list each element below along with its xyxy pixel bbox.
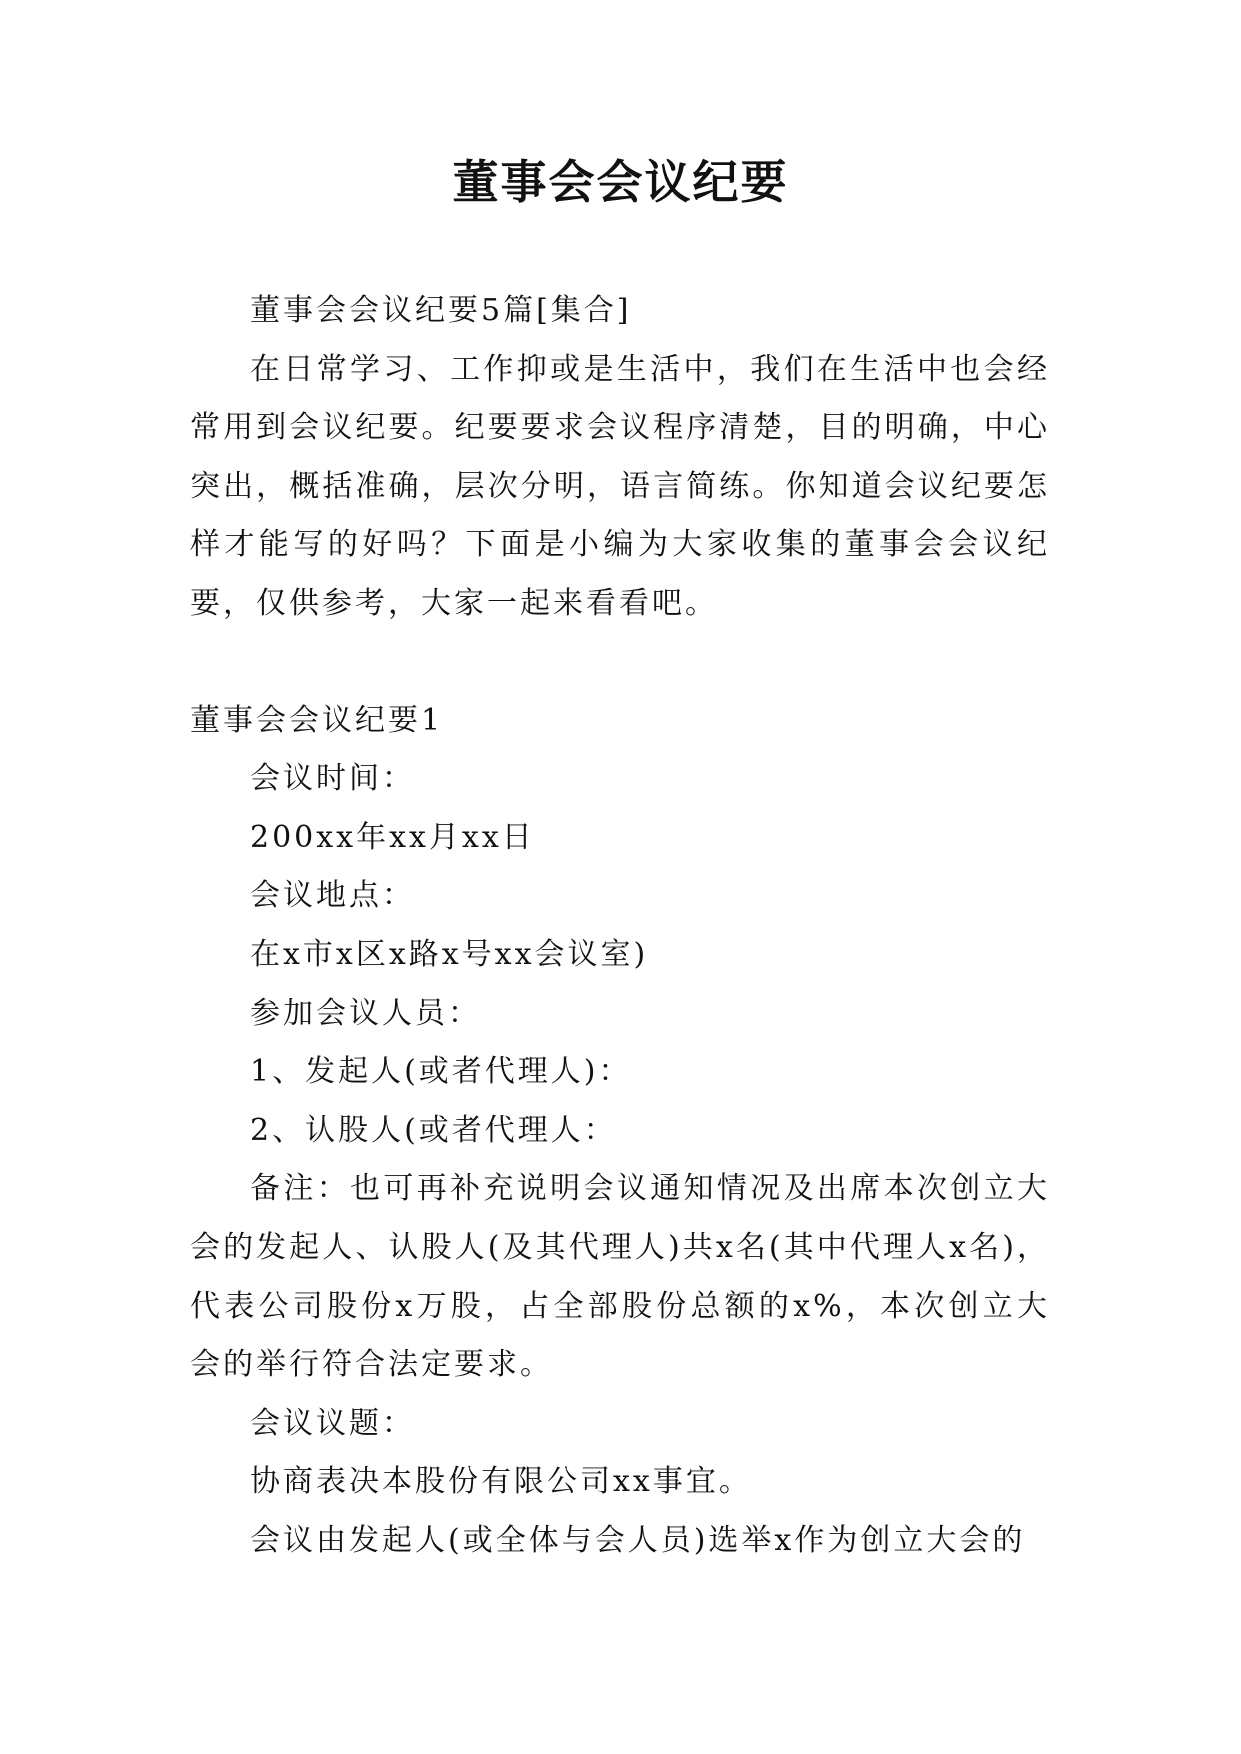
attendee-item-1: 1、发起人(或者代理人)：: [250, 1054, 632, 1090]
chair-election-paragraph: 会议由发起人(或全体与会人员)选举x作为创立大会的: [250, 1522, 1026, 1558]
attendees-label: 参加会议人员：: [250, 995, 481, 1031]
meeting-time-value: 200xx年xx月xx日: [250, 819, 535, 855]
document-title: 董事会会议纪要: [452, 155, 789, 209]
agenda-value: 协商表决本股份有限公司xx事宜。: [250, 1464, 752, 1500]
document-body: [190, 282, 1050, 1570]
intro-paragraph: 在日常学习、工作抑或是生活中，我们在生活中也会经常用到会议纪要。纪要要求会议程序清楚，目的明确，中心突出，概括准确，层次分明，语言简练。你知道会议纪要怎样才能写的好吗？下面是小编为大家收集的董事会会议纪要，仅供参考，大家一起来看看吧。: [190, 351, 1050, 621]
paragraph-spacer: [190, 634, 1050, 692]
intro-heading: 董事会会议纪要5篇[集合]: [250, 293, 632, 328]
attendee-item-2: 2、认股人(或者代理人：: [250, 1112, 617, 1148]
meeting-location-label: 会议地点：: [250, 878, 415, 914]
meeting-location-value: 在x市x区x路x号xx会议室): [250, 936, 649, 972]
section-heading: 董事会会议纪要1: [190, 702, 444, 738]
agenda-label: 会议议题：: [250, 1405, 415, 1441]
remarks-paragraph: 备注：也可再补充说明会议通知情况及出席本次创立大会的发起人、认股人(及其代理人)共x名(其中代理人x名)，代表公司股份x万股，占全部股份总额的x%，本次创立大会的举行符合法定要求。: [190, 1171, 1050, 1383]
meeting-time-label: 会议时间：: [250, 761, 415, 797]
